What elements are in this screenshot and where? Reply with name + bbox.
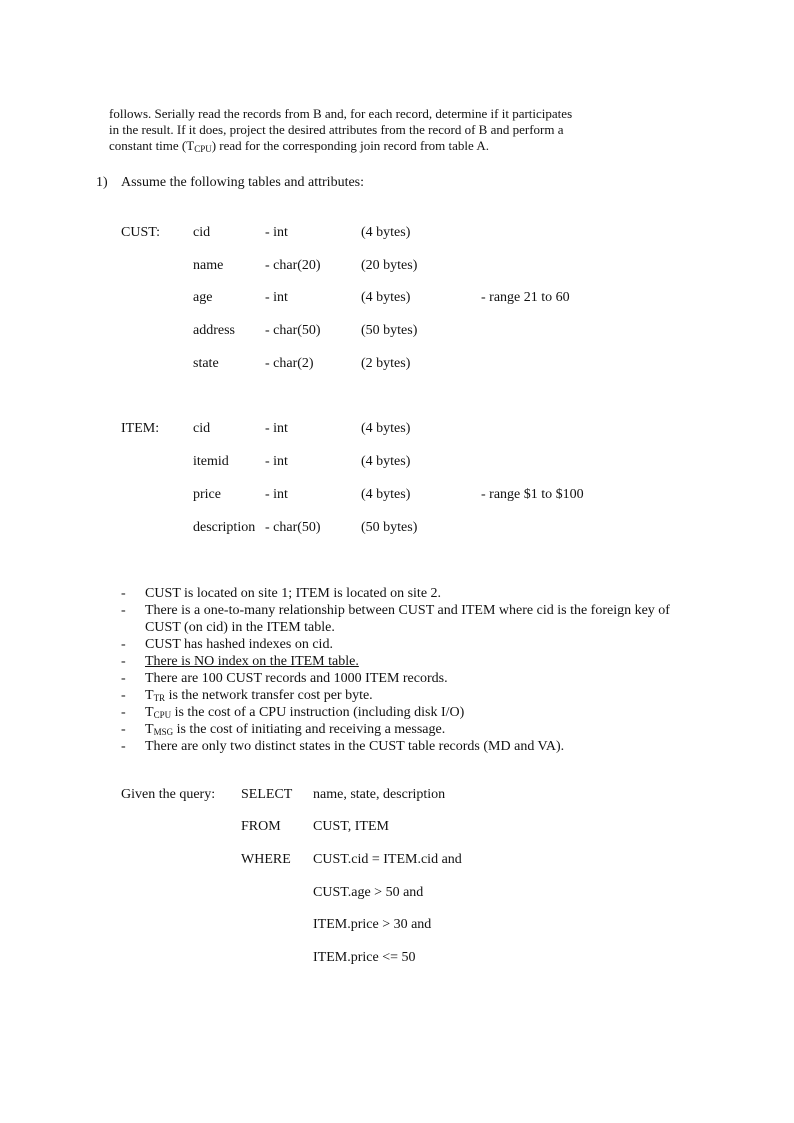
intro-line-2: in the result. If it does, project the desired attributes from the record of B and perform a xyxy=(109,122,564,137)
list-item xyxy=(121,636,721,653)
list-item xyxy=(121,738,721,755)
intro-line-3-text: constant time (T xyxy=(109,138,195,153)
where-condition-1: CUST.cid = ITEM.cid and xyxy=(313,852,462,867)
list-item-text: There are only two distinct states in the CUST table records (MD and VA). xyxy=(145,739,565,754)
bullet-dash: - xyxy=(121,586,126,601)
from-keyword: FROM xyxy=(241,819,281,834)
attr-name: cid xyxy=(193,225,211,240)
list-item-text-underlined: There is NO index on the ITEM table. xyxy=(145,654,359,669)
intro-line-1: follows. Serially read the records from B and, for each record, determine if it participates xyxy=(109,106,573,121)
symbol-subscript: TR xyxy=(153,693,166,703)
attr-name: name xyxy=(193,258,224,273)
select-keyword: SELECT xyxy=(241,787,293,802)
list-item-text: is the network transfer cost per byte. xyxy=(165,688,373,703)
where-keyword: WHERE xyxy=(241,852,291,867)
where-condition-4: ITEM.price <= 50 xyxy=(313,950,416,965)
select-columns: name, state, description xyxy=(313,787,446,802)
attr-name: description xyxy=(193,520,256,535)
question-text: Assume the following tables and attributes: xyxy=(121,175,365,190)
list-item xyxy=(121,687,721,704)
list-item-text: is the cost of initiating and receiving a message. xyxy=(173,722,446,737)
bullet-dash: - xyxy=(121,705,126,720)
attr-range: - range $1 to $100 xyxy=(481,487,584,502)
bullet-dash: - xyxy=(121,637,126,652)
query-label: Given the query: xyxy=(121,787,216,802)
list-item-text: CUST is located on site 1; ITEM is located on site 2. xyxy=(145,586,442,601)
item-table-name: ITEM: xyxy=(121,421,160,436)
intro-line-3-rest: ) read for the corresponding join record from table A. xyxy=(211,138,489,153)
symbol-t: T xyxy=(145,705,154,720)
list-item-text: CUST has hashed indexes on cid. xyxy=(145,637,333,652)
attr-size: (4 bytes) xyxy=(361,454,411,469)
list-item xyxy=(121,721,721,738)
attr-type: - int xyxy=(265,454,288,469)
bullet-dash: - xyxy=(121,603,126,618)
list-item-text: There is a one-to-many relationship between CUST and ITEM where cid is the foreign key of xyxy=(145,603,670,618)
attr-type: - char(2) xyxy=(265,356,314,371)
attr-size: (2 bytes) xyxy=(361,356,411,371)
attr-size: (4 bytes) xyxy=(361,487,411,502)
intro-paragraph xyxy=(109,106,629,154)
list-item xyxy=(121,653,721,670)
attr-name: state xyxy=(193,356,219,371)
list-item xyxy=(121,670,721,687)
symbol-t: T xyxy=(145,722,154,737)
attr-size: (50 bytes) xyxy=(361,520,418,535)
intro-cpu-subscript: CPU xyxy=(194,144,212,154)
assumptions-list xyxy=(121,585,721,755)
attr-name: price xyxy=(193,487,221,502)
bullet-dash: - xyxy=(121,739,126,754)
bullet-dash: - xyxy=(121,654,126,669)
bullet-dash: - xyxy=(121,722,126,737)
attr-size: (20 bytes) xyxy=(361,258,418,273)
symbol-t: T xyxy=(145,688,154,703)
attr-type: - int xyxy=(265,421,288,436)
attr-type: - int xyxy=(265,487,288,502)
attr-size: (4 bytes) xyxy=(361,421,411,436)
attr-type: - char(20) xyxy=(265,258,321,273)
attr-name: address xyxy=(193,323,235,338)
attr-type: - char(50) xyxy=(265,520,321,535)
bullet-dash: - xyxy=(121,688,126,703)
attr-type: - char(50) xyxy=(265,323,321,338)
list-item xyxy=(121,585,721,602)
intro-line-3 xyxy=(109,138,629,154)
bullet-dash: - xyxy=(121,671,126,686)
question-number: 1) xyxy=(96,175,108,190)
attr-size: (4 bytes) xyxy=(361,290,411,305)
attr-type: - int xyxy=(265,290,288,305)
attr-name: age xyxy=(193,290,213,305)
list-item xyxy=(121,602,721,636)
attr-name: itemid xyxy=(193,454,229,469)
where-condition-3: ITEM.price > 30 and xyxy=(313,917,432,932)
from-tables: CUST, ITEM xyxy=(313,819,389,834)
cust-table-name: CUST: xyxy=(121,225,160,240)
attr-name: cid xyxy=(193,421,211,436)
where-condition-2: CUST.age > 50 and xyxy=(313,885,424,900)
list-item-text: is the cost of a CPU instruction (including disk I/O) xyxy=(171,705,465,720)
attr-size: (4 bytes) xyxy=(361,225,411,240)
attr-type: - int xyxy=(265,225,288,240)
symbol-subscript: MSG xyxy=(153,727,174,737)
attr-size: (50 bytes) xyxy=(361,323,418,338)
attr-range: - range 21 to 60 xyxy=(481,290,570,305)
list-item xyxy=(121,704,721,721)
symbol-subscript: CPU xyxy=(153,710,172,720)
list-item-text-cont: CUST (on cid) in the ITEM table. xyxy=(145,620,335,635)
list-item-text: There are 100 CUST records and 1000 ITEM records. xyxy=(145,671,448,686)
